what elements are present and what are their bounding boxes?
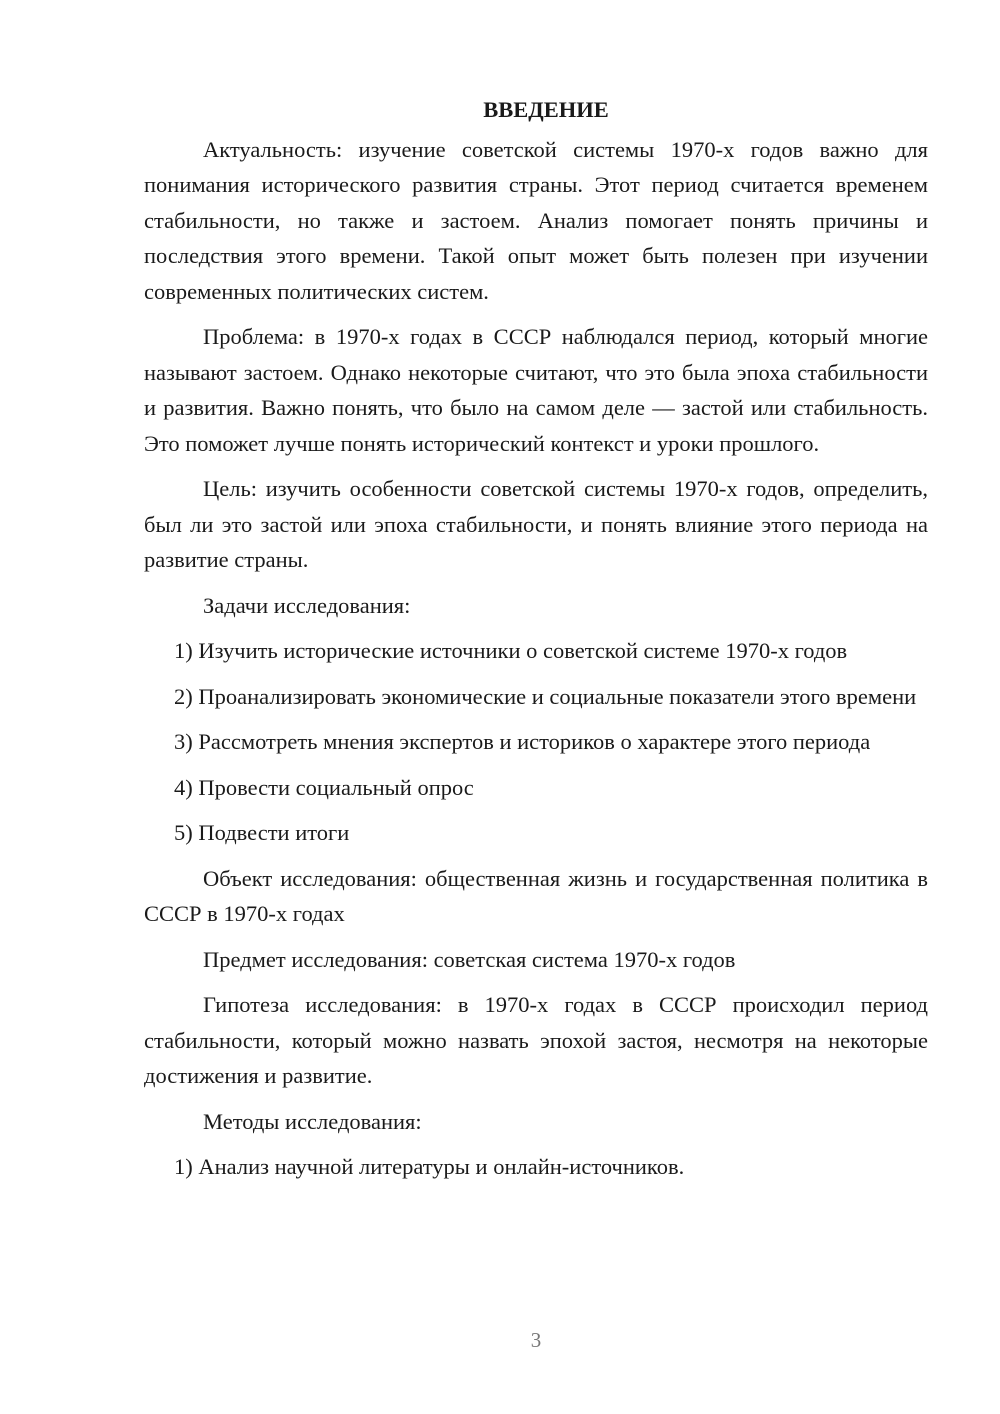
relevance-paragraph: Актуальность: изучение советской системы 1970-х годов важно для понимания исторического развития страны. Этот период считается временем стабильности, но также и застоем. Анализ помогает понять причины и последствия этого времени. Такой опыт может быть полезен при изучении современных политических систем.: [144, 136, 928, 304]
methods-heading: Методы исследования:: [203, 1108, 422, 1134]
tasks-heading: Задачи исследования:: [203, 592, 411, 618]
document-body: [144, 92, 928, 1195]
task-item-3: 3) Рассмотреть мнения экспертов и историков о характере этого периода: [174, 729, 871, 754]
task-item-1: 1) Изучить исторические источники о советской системе 1970-х годов: [174, 638, 848, 663]
hypothesis-paragraph: Гипотеза исследования: в 1970-х годах в СССР происходил период стабильности, который можно назвать эпохой застоя, несмотря на некоторые достижения и развитие.: [144, 992, 928, 1088]
object-paragraph: Объект исследования: общественная жизнь и государственная политика в СССР в 1970-х годах: [144, 865, 928, 926]
task-item-4: 4) Провести социальный опрос: [174, 774, 474, 800]
method-item-1: 1) Анализ научной литературы и онлайн-источников.: [174, 1154, 685, 1179]
page-number: 3: [530, 1328, 542, 1352]
task-item-5: 5) Подвести итоги: [174, 820, 350, 845]
subject-paragraph: Предмет исследования: советская система 1970-х годов: [203, 946, 736, 972]
problem-paragraph: Проблема: в 1970-х годах в СССР наблюдался период, который многие называют застоем. Однако некоторые считают, что это была эпоха стабильности и развития. Важно понять, что было на самом деле — застой или стабильность. Это поможет лучше понять исторический контекст и уроки прошлого.: [144, 324, 928, 456]
page-title: ВВЕДЕНИЕ: [483, 97, 609, 122]
task-item-2: 2) Проанализировать экономические и социальные показатели этого времени: [174, 683, 917, 709]
goal-paragraph: Цель: изучить особенности советской системы 1970-х годов, определить, был ли это застой или эпоха стабильности, и понять влияние этого периода на развитие страны.: [144, 476, 928, 572]
